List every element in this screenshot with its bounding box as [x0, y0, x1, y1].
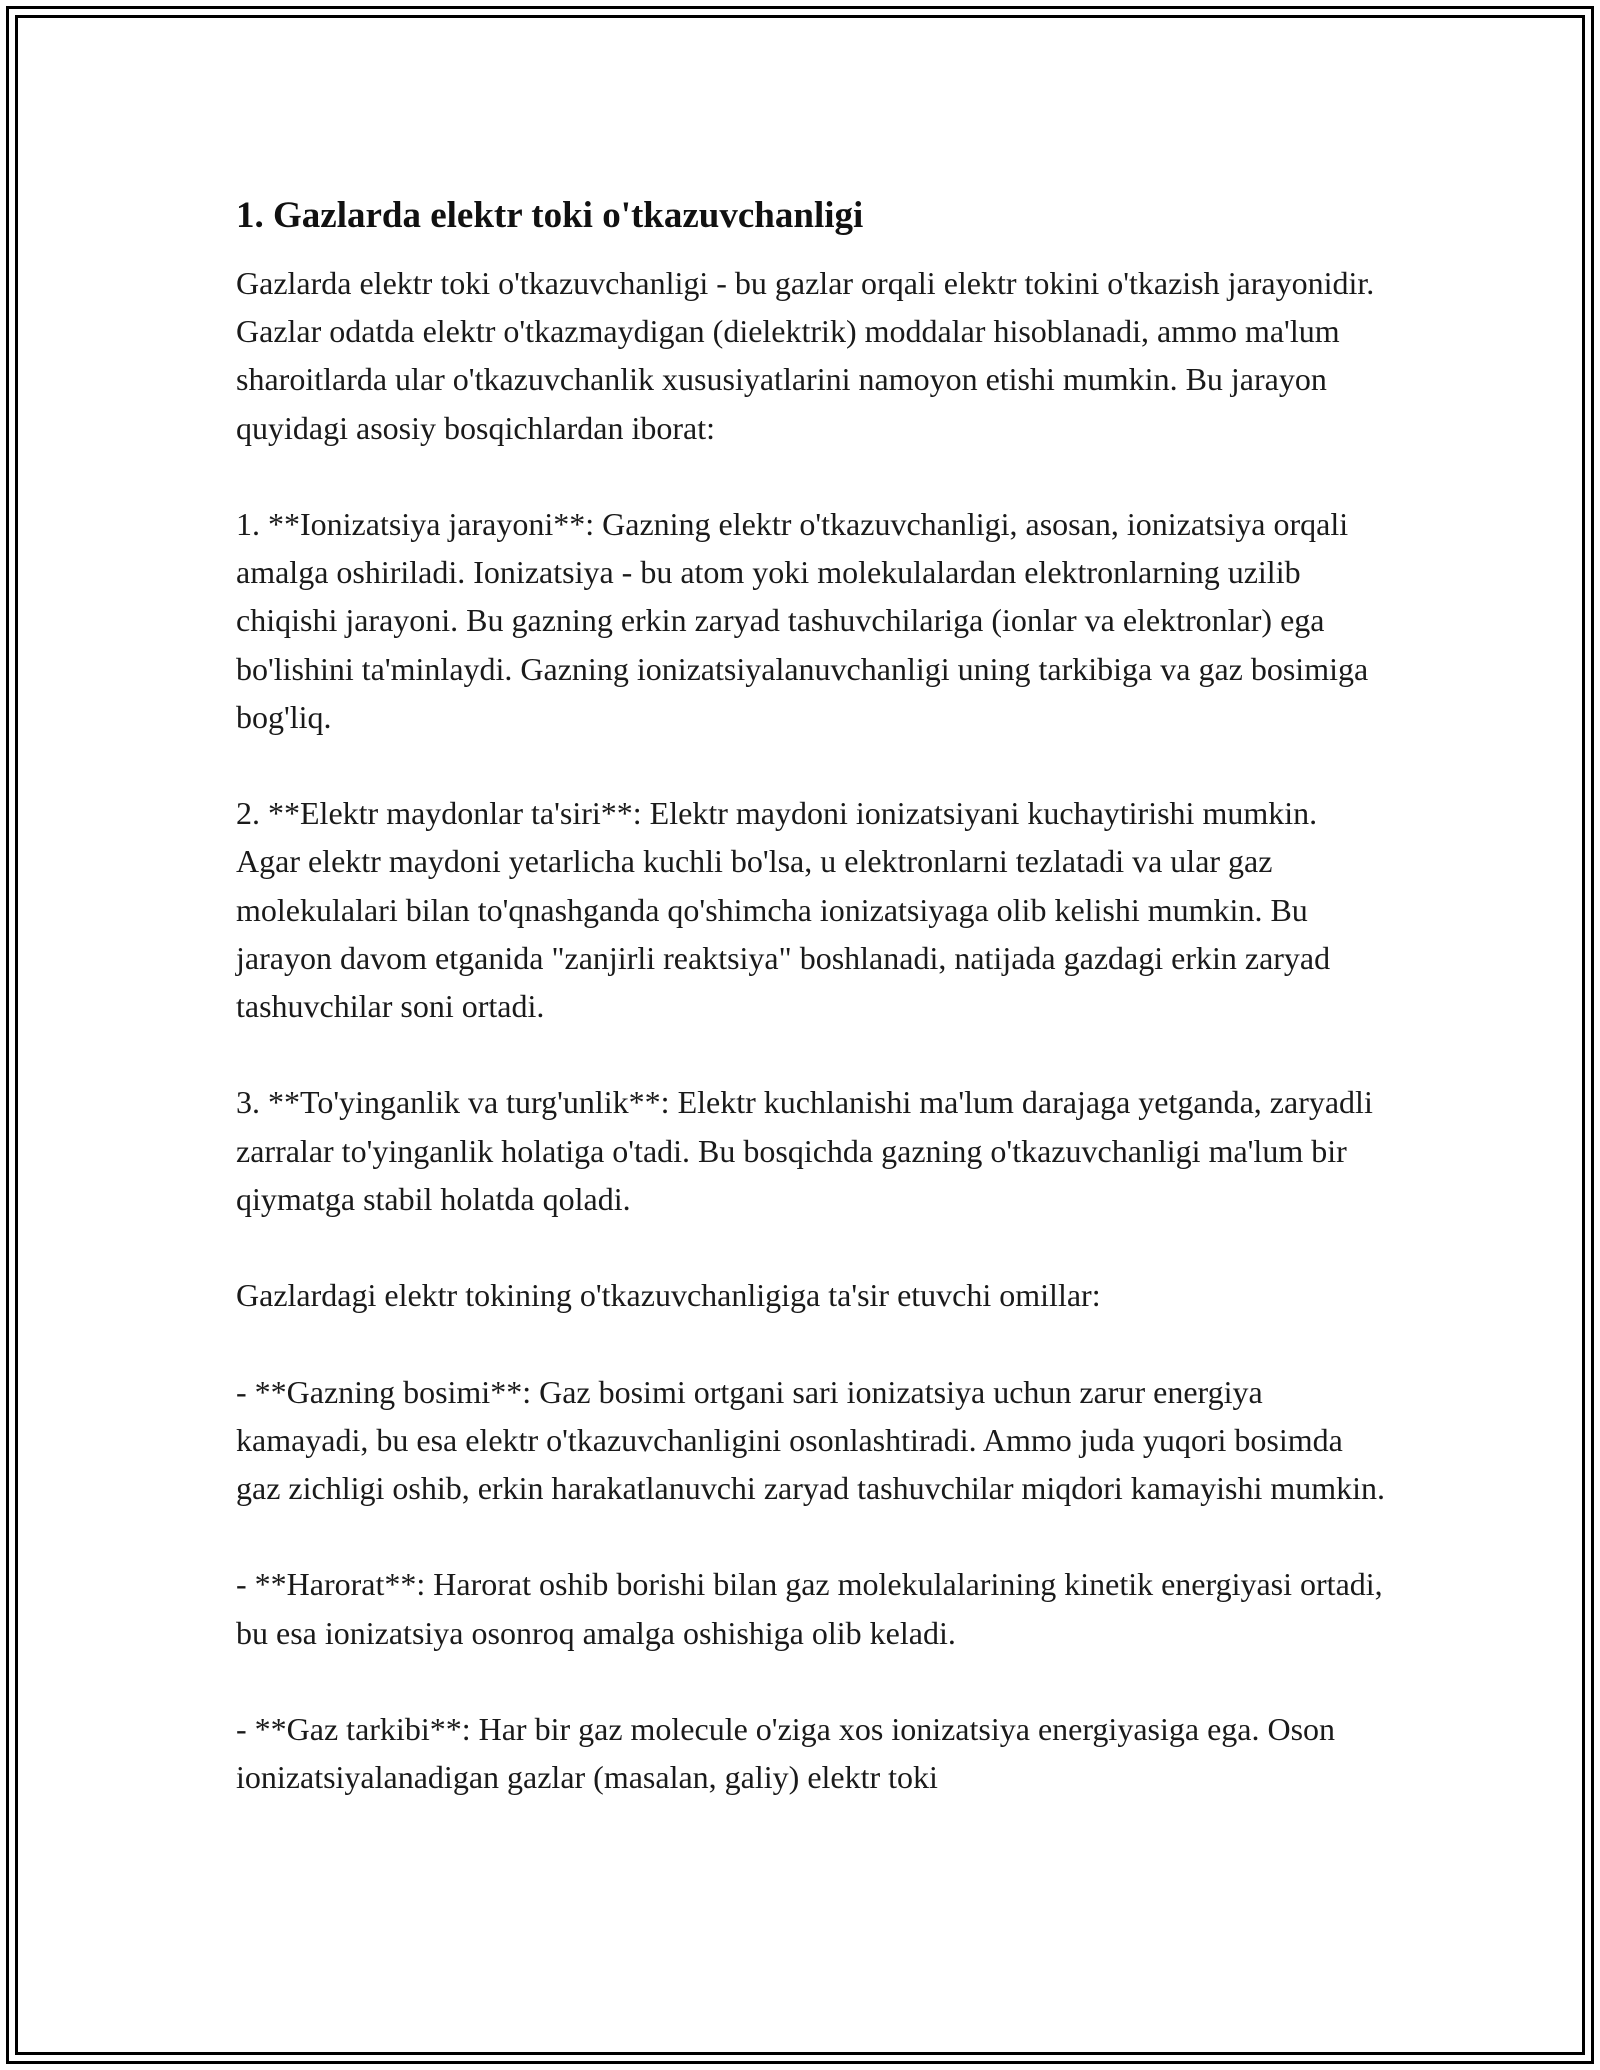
pressure-paragraph: - **Gazning bosimi**: Gaz bosimi ortgani sari ionizatsiya uchun zarur energiya kamayadi, bu esa elektr o'tkazuvchanligini osonlashtiradi. Ammo juda yuqori bosimda gaz zichligi oshib, erkin harakatlanuvchi zaryad tashuvchilar miqdori kamayishi mumkin.	[236, 1373, 1385, 1506]
factors-heading-paragraph: Gazlardagi elektr tokining o'tkazuvchanligiga ta'sir etuvchi omillar:	[236, 1277, 1101, 1314]
temperature-paragraph: - **Harorat**: Harorat oshib borishi bilan gaz molekulalarining kinetik energiyasi ortadi, bu esa ionizatsiya osonroq amalga oshishiga olib keladi.	[236, 1566, 1383, 1651]
document-body	[236, 192, 1386, 1850]
intro-paragraph: Gazlarda elektr toki o'tkazuvchanligi - bu gazlar orqali elektr tokini o'tkazish jarayonidir. Gazlar odatda elektr o'tkazmaydigan (dielektrik) moddalar hisoblanadi, ammo ma'lum sharoitlarda ular o'tkazuvchanlik xususiyatlarini namoyon etishi mumkin. Bu jarayon quyidagi asosiy bosqichlardan iborat:	[236, 265, 1375, 446]
document-title: 1. Gazlarda elektr toki o'tkazuvchanligi	[236, 195, 864, 236]
saturation-paragraph: 3. **To'yinganlik va turg'unlik**: Elektr kuchlanishi ma'lum darajaga yetganda, zaryadli zarralar to'yinganlik holatiga o'tadi. Bu bosqichda gazning o'tkazuvchanligi ma'lum bir qiymatga stabil holatda qoladi.	[236, 1084, 1373, 1217]
ionization-paragraph: 1. **Ionizatsiya jarayoni**: Gazning elektr o'tkazuvchanligi, asosan, ionizatsiya orqali amalga oshiriladi. Ionizatsiya - bu atom yoki molekulalardan elektronlarning uzilib chiqishi jarayoni. Bu gazning erkin zaryad tashuvchilariga (ionlar va elektronlar) ega bo'lishini ta'minlaydi. Gazning ionizatsiyalanuvchanligi uning tarkibiga va gaz bosimiga bog'liq.	[236, 506, 1369, 735]
composition-paragraph: - **Gaz tarkibi**: Har bir gaz molecule o'ziga xos ionizatsiya energiyasiga ega. Oson ionizatsiyalanadigan gazlar (masalan, galiy) elektr toki	[236, 1710, 1336, 1796]
electric-field-paragraph: 2. **Elektr maydonlar ta'siri**: Elektr maydoni ionizatsiyani kuchaytirishi mumkin. Agar elektr maydoni yetarlicha kuchli bo'lsa, u elektronlarni tezlatadi va ular gaz molekulalari bilan to'qnashganda qo'shimcha ionizatsiyaga olib kelishi mumkin. Bu jarayon davom etganida "zanjirli reaktsiya" boshlanadi, natijada gazdagi erkin zaryad tashuvchilar soni ortadi.	[236, 795, 1331, 1025]
